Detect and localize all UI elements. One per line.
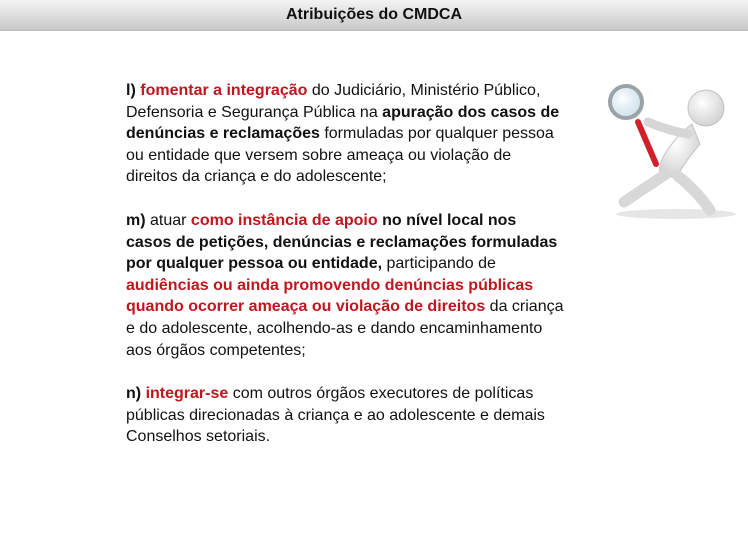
text-m-1: atuar — [145, 211, 191, 229]
highlight-m-1: como instância de apoio — [190, 211, 378, 229]
paragraph-m — [126, 210, 566, 361]
highlight-n: integrar-se — [145, 385, 229, 403]
title-bar — [0, 0, 748, 31]
content-area — [126, 80, 566, 470]
bold-l: apuração dos casos de denúncias e reclamações — [126, 103, 560, 143]
item-marker-m: m) — [126, 211, 146, 229]
highlight-l: fomentar a integração — [140, 82, 308, 99]
text-n-1: com outros órgãos executores de políticas públicas direcionadas à criança e ao adolescente e demais Conselhos setoriais. — [126, 385, 545, 446]
page-title: Atribuições do CMDCA — [286, 6, 462, 23]
highlight-m-2: audiências ou ainda promovendo denúncias públicas quando ocorrer ameaça ou violação de direitos — [126, 276, 534, 316]
text-m-2: participando de — [382, 255, 496, 273]
bold-m-1: no nível local nos casos de petições, denúncias e reclamações formuladas por qualquer pessoa ou entidade, — [126, 211, 558, 273]
paragraph-l — [126, 80, 566, 188]
item-marker-n: n) — [126, 385, 142, 403]
text-l-2: formuladas por qualquer pessoa ou entidade que versem sobre ameaça ou violação de direitos da criança e do adolescente; — [126, 125, 554, 186]
magnifying-glass-figure-icon — [596, 82, 746, 222]
item-marker-l: l) — [126, 82, 136, 99]
paragraph-n — [126, 383, 566, 448]
text-l-1: do Judiciário, Ministério Público, Defensoria e Segurança Pública na — [126, 82, 541, 121]
text-m-3: da criança e do adolescente, acolhendo-as e dando encaminhamento aos órgãos competentes; — [126, 298, 564, 359]
